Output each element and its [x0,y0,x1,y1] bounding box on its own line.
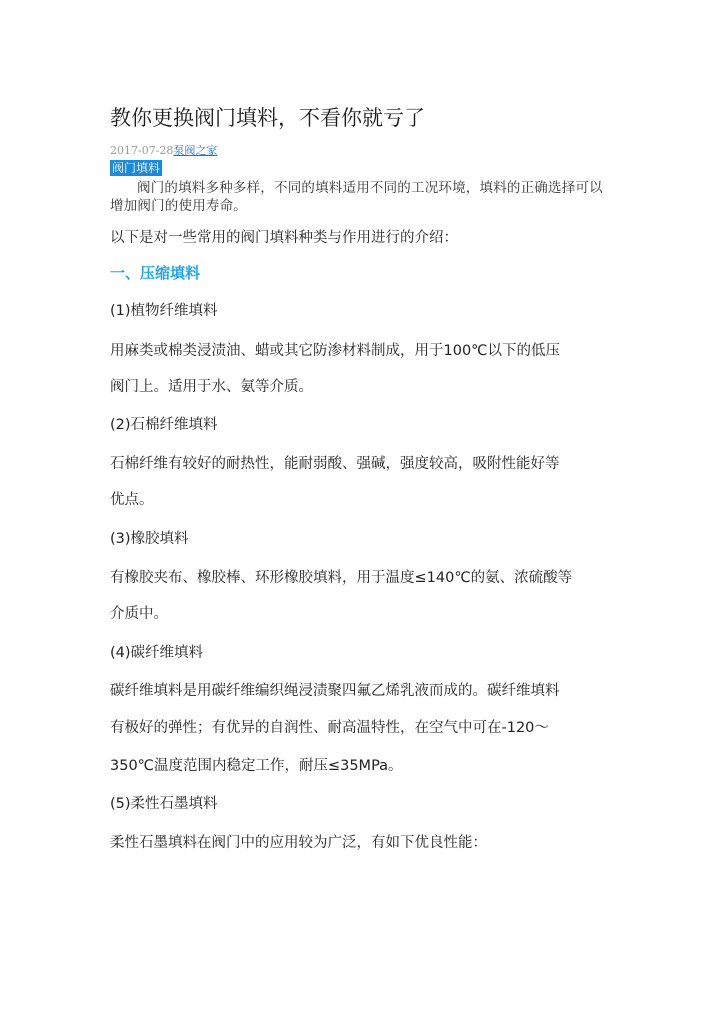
article-meta [110,144,217,158]
paragraph-line: 阀门上。适用于水、氨等介质。 [110,379,313,395]
paragraph-line: 石棉纤维有较好的耐热性，能耐弱酸、强碱，强度较高，吸附性能好等 [110,456,560,472]
source-link[interactable]: 泵阀之家 [173,144,218,157]
subheading: (3)橡胶填料 [110,531,189,547]
article-date: 2017-07-28 [110,144,174,157]
paragraph-line: 优点。 [110,492,154,508]
intro-paragraph: 阀门的填料多种多样，不同的填料适用不同的工况环境，填料的正确选择可以增加阀门的使用寿命。 [110,180,603,214]
paragraph-line: 有橡胶夹布、橡胶棒、环形橡胶填料，用于温度≤140℃的氨、浓硫酸等 [110,570,573,586]
paragraph-line: 有极好的弹性；有优异的自润性、耐高温特性，在空气中可在-120～ [110,720,549,736]
section-heading: 一、压缩填料 [110,264,201,282]
subheading: (5)柔性石墨填料 [110,796,218,812]
article-title: 教你更换阀门填料，不看你就亏了 [110,106,425,130]
paragraph-line: 350℃温度范围内稳定工作，耐压≤35MPa。 [110,758,403,774]
tag-link[interactable]: 阀门填料 [112,161,161,175]
subheading: (4)碳纤维填料 [110,645,204,661]
subheading: (2)石棉纤维填料 [110,417,218,433]
paragraph-line: 碳纤维填料是用碳纤维编织绳浸渍聚四氟乙烯乳液而成的。碳纤维填料 [110,683,560,699]
lead-paragraph: 以下是对一些常用的阀门填料种类与作用进行的介绍： [110,230,458,246]
subheading: (1)植物纤维填料 [110,303,218,319]
paragraph-line: 介质中。 [110,606,168,622]
paragraph-line: 用麻类或棉类浸渍油、蜡或其它防渗材料制成，用于100℃以下的低压 [110,343,560,359]
paragraph-line: 柔性石墨填料在阀门中的应用较为广泛，有如下优良性能： [110,835,487,851]
